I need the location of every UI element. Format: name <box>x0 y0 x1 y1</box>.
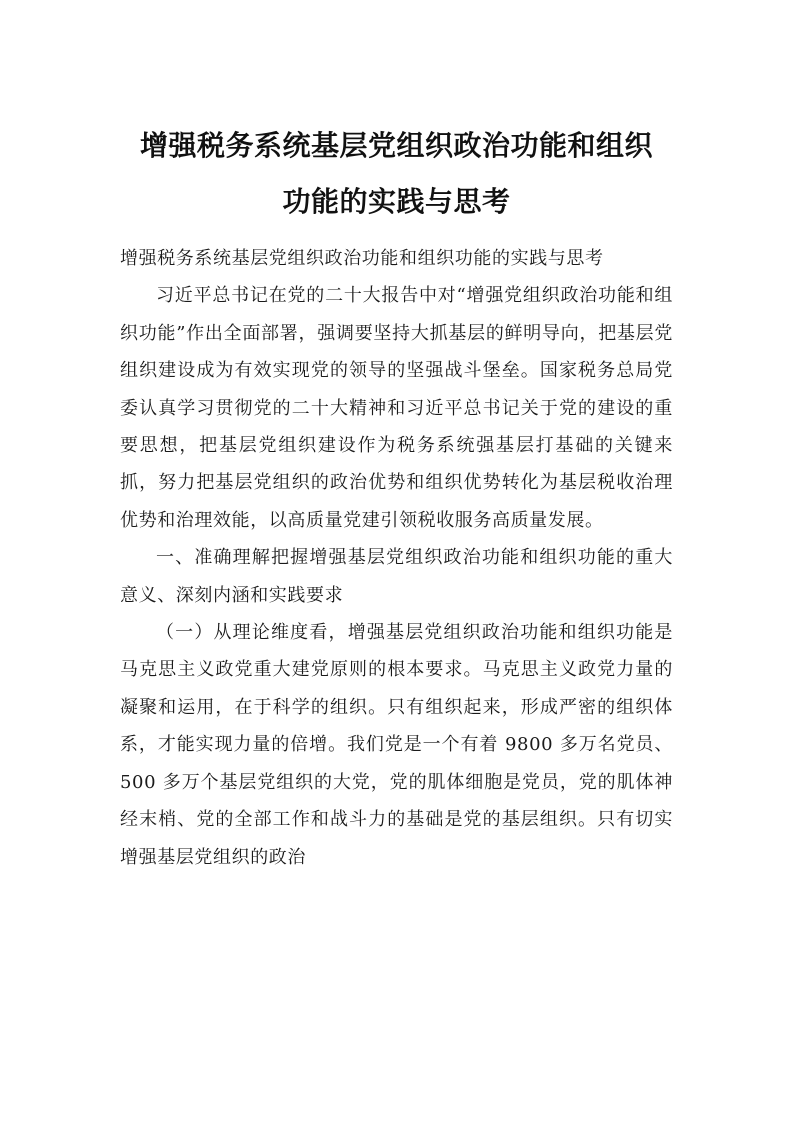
subtitle-paragraph: 增强税务系统基层党组织政治功能和组织功能的实践与思考 <box>120 248 604 269</box>
title-line-1: 增强税务系统基层党组织政治功能和组织 <box>139 129 653 162</box>
document-body <box>120 240 673 876</box>
title-line-2: 功能的实践与思考 <box>282 185 511 218</box>
document-title <box>100 118 693 230</box>
section-heading-1: 一、准确理解把握增强基层党组织政治功能和组织功能的重大意义、深刻内涵和实践要求 <box>120 547 673 606</box>
subsection-paragraph-1: （一）从理论维度看，增强基层党组织政治功能和组织功能是马克思主义政党重大建党原则的根本要求。马克思主义政党力量的凝聚和运用，在于科学的组织。只有组织起来，形成严密的组织体系，才能实现力量的倍增。我们党是一个有着 9800 多万名党员、500 多万个基层党组织的大党，党的肌体细胞是党员，党的肌体神经末梢、党的全部工作和战斗力的基础是党的基层组织。只有切实增强基层党组织的政治 <box>120 622 673 868</box>
intro-paragraph: 习近平总书记在党的二十大报告中对“增强党组织政治功能和组织功能”作出全面部署，强调要坚持大抓基层的鲜明导向，把基层党组织建设成为有效实现党的领导的坚强战斗堡垒。国家税务总局党委认真学习贯彻党的二十大精神和习近平总书记关于党的建设的重要思想，把基层党组织建设作为税务系统强基层打基础的关键来抓，努力把基层党组织的政治优势和组织优势转化为基层税收治理优势和治理效能，以高质量党建引领税收服务高质量发展。 <box>120 285 673 531</box>
